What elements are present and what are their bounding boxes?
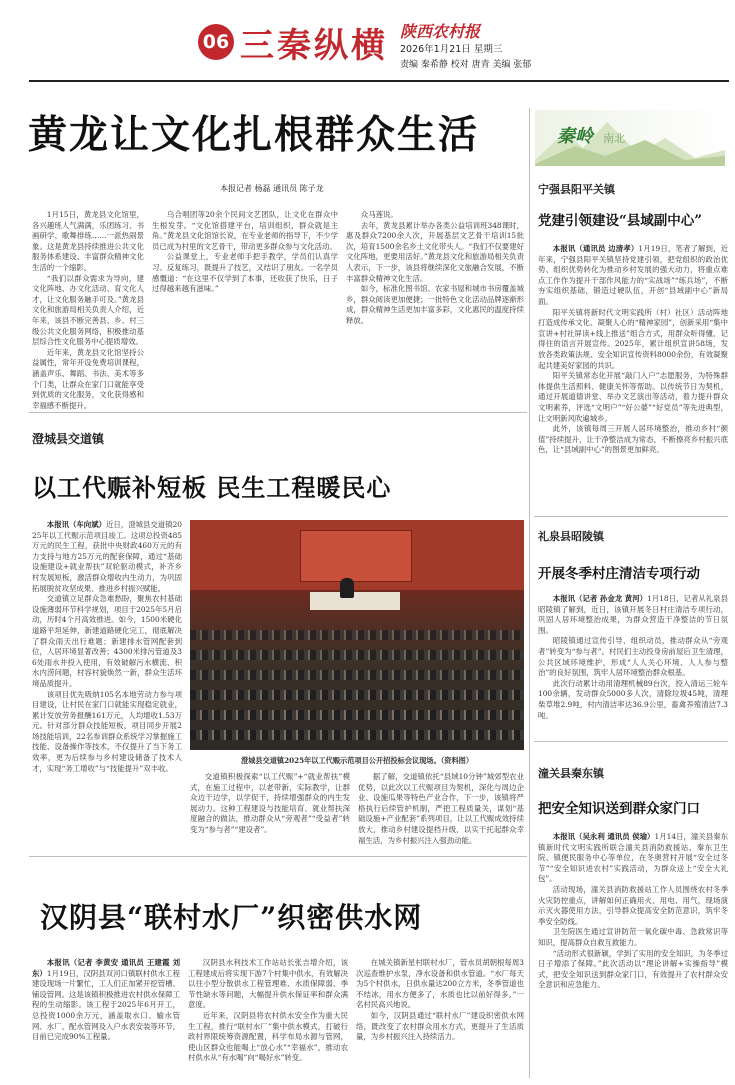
sidebar1-location: 宁强县阳平关镇 <box>538 183 615 196</box>
sidebar1-byline: 本报讯（通讯员 边清孝） <box>552 244 639 253</box>
sidebar2-location: 礼泉县昭陵镇 <box>538 530 604 543</box>
article3-col1 <box>32 958 180 1078</box>
page-number-badge <box>198 24 234 60</box>
article2-col3 <box>358 772 524 845</box>
paragraph: 本报讯（记者 李黄安 通讯员 王建霞 刘东）1月19日，汉阴县双河口镇联村供水工程建设现场一片繁忙，工人们正加紧开挖管槽、铺设管网。这是该镇积极推进农村供水保障工程的生动缩影。该工程于2025年6月开工，总投资1000余万元，涵盖取水口、输水管网、水厂、配水管网及入户水表安装等环节，目前已完成90%工程量。 <box>32 958 180 1042</box>
article1-rule <box>29 412 527 413</box>
sidebar2-byline: 本报讯（记者 孙金龙 黄河） <box>552 594 648 603</box>
paragraph: 乌合唱团等20余个民间文艺团队，让文化在群众中生根发芽。“文化馆搭建平台，培训组织，群众就是主角。”黄龙县文化馆馆长说，在专业老师的指导下，不少学员已成为村里的文艺骨干，带动更多群众参与文化活动。 <box>152 210 338 251</box>
paragraph: 众马莲说。 <box>360 210 398 219</box>
masthead <box>0 0 735 80</box>
article2-byline: 本报讯（车向斌） <box>46 520 106 529</box>
paragraph: 交道镇积极探索“以工代赈”+“就业帮扶”模式，在施工过程中，以老带新，实际教学，让群众边干边学，以学促干，持续增强群众的内生发展动力。这种工程建设与技能培育、就业帮扶深度融合的做法，推动群众从“旁观者”“受益者”转变为“参与者”“建设者”。 <box>190 772 350 834</box>
paragraph: 本报讯（记者 孙金龙 黄河）1月18日，记者从礼泉县昭陵镇了解到，近日，该镇开展冬日村庄清洁专项行动，巩固人居环境整治成果，为群众营造干净整洁的节日氛围。 <box>538 594 728 635</box>
date-line: 2026年1月21日 星期三 <box>400 44 503 55</box>
masthead-rule <box>29 80 729 82</box>
logo-main: 秦岭 <box>557 126 593 147</box>
photo-stage-table <box>310 592 400 610</box>
meeting-photo <box>190 520 524 750</box>
section-title: 三秦纵横 <box>240 26 388 66</box>
paragraph: 该项目优先吸纳105名本地劳动力参与项目建设，让村民在家门口就能实现稳定就业，累计发放劳务报酬161万元，人均增收1.53万元。针对部分群众技能短板，项目同步开展2场技能培训，22名参训群众系统学习掌握施工技能、设备操作等技术，不仅提升了当下务工效率，更为后续参与乡村建设储备了技术人才，实现“务工增收”与“技能提升”双丰收。 <box>32 689 182 773</box>
paragraph: 活动现场，潼关县消防救援站工作人员围绕农村冬季火灾防控重点，讲解如何正确用火、用电、用气，现场演示灭火器使用方法，引导群众提高安全防范意识，筑牢冬季安全防线。 <box>538 884 728 926</box>
sidebar3-byline: 本报讯（吴永利 通讯员 侯瑜） <box>552 832 655 841</box>
sidebar3-location: 潼关县秦东镇 <box>538 767 604 780</box>
article3-byline: 本报讯（记者 李黄安 通讯员 王建霞 刘东） <box>32 958 180 978</box>
article2-headline: 以工代赈补短板 民生工程暖民心 <box>32 473 392 502</box>
sidebar-rule-2 <box>534 741 728 742</box>
paragraph: 本报讯（车向斌）近日，澄城县交道镇2025年以工代赈示范项目竣工。这项总投资485万元的民生工程，获批中央财政460万元的有力支持与地方25万元的配套保障，通过“基础设施建设+就业帮扶”双轮驱动模式，补齐乡村发展短板，激活群众增收内生动力，为巩固拓展脱贫攻坚成果、推进乡村振兴赋能。 <box>32 520 182 593</box>
paragraph: 公益课堂上，专业老师手把手教学，学员们认真学习、反复练习，既提升了技艺，又结识了朋友。一名学员感慨道：“在这里不仅学到了本事，还收获了快乐，日子过得越来越有滋味。” <box>152 252 338 294</box>
sidebar1-headline: 党建引领建设“县域副中心” <box>538 213 703 229</box>
paragraph: 阳平关镇将新时代文明实践所（村）社区）活动阵地打造成传承文化、凝聚人心的“精神家园”，创新采用“集中宣讲+村社屏读+线上推送”组合方式，用群众听得懂、记得住的语言开展宣传。2025年，累计组织宣讲58场，发放各类政策法规、安全知识宣传资料8000余份，有效凝聚起共建美好家园的共识。 <box>538 307 728 370</box>
paragraph: “我们以群众需求为导向，建文化阵地、办文化活动、育文化人才，让文化服务触手可及。”黄龙县文化和旅游局相关负责人介绍，近年来，该县不断完善县、乡、村三级公共文化服务网络，积极推动基层综合性文化服务中心提质增效。 <box>32 273 144 347</box>
paragraph: 据了解，交道镇依托“县域10分钟”城郊型农业优势，以此次以工代赈项目为契机，深化与周边企业、设施瓜果等特色产业合作，下一步，该镇将严格执行后续管护机制，严把工程质量关，谋划“基础设施+产业配套”系列项目，让以工代赈成效持续放大，推动乡村建设提档升级，以实干托起群众幸福生活，为乡村振兴注入强劲动能。 <box>358 772 524 845</box>
paragraph: 阳平关镇常态化开展“敲门入户”志愿服务，为特殊群体提供生活照料、健康关怀等帮助。以传统节日为契机，通过开展道德讲堂、举办文艺演出等活动，着力提升群众文明素养，评选“文明户”“好公婆”“好党员”等先进典型，让文明新风吹遍城乡。 <box>538 371 728 423</box>
paragraph: 如今，标准化图书馆、农家书屋和城市书房覆盖城乡，群众阅读更加便捷；一批特色文化活动品牌逐渐形成，群众精神生活更加丰富多彩，文化惠民的温度持续释放。 <box>346 284 524 325</box>
paragraph: “活动形式很新颖，学到了实用的安全知识，为冬季过日子增添了保障。”此次活动以“理论讲解+实操指导”模式，把安全知识送到群众家门口，有效提升了农村群众安全意识和应急能力。 <box>538 948 728 990</box>
sidebar-logo <box>535 110 725 166</box>
sidebar3-headline: 把安全知识送到群众家门口 <box>538 801 700 817</box>
photo-caption: 澄城县交道镇2025年以工代赈示范项目公开招投标会议现场。（资料图） <box>240 756 474 765</box>
photo-speaker <box>340 578 354 598</box>
paragraph: 昭陵镇通过宣传引导、组织动员，推动群众从“旁观者”转变为“参与者”。村民们主动投身房前屋后卫生清理，公共区域环境维护，形成“人人关心环境、人人参与整治”的良好氛围，筑牢人居环境整治群众根基。 <box>538 636 728 678</box>
article3-col2 <box>188 958 348 1078</box>
paragraph: 在城关镇新星村联村水厂，管水员胡朝根每周3次巡查维护水泵，净水设备和供水管道。“水厂每天为5个村供水，日供水量达200立方米，冬季管道也不结冰，用水方便多了，水质也比以前好得多。”一名村民高兴地说。 <box>356 958 524 1010</box>
paragraph: 本报讯（吴永利 通讯员 侯瑜）1月14日，潼关县秦东镇新时代文明实践所联合潼关县消防救援站、秦东卫生院、镇便民服务中心等单位，在冬奥营村开展“安全过冬节”“安全知识进农村”实践活动，为群众送上“安全大礼包”。 <box>538 832 728 884</box>
article3-headline: 汉阴县“联村水厂”织密供水网 <box>40 901 423 934</box>
paragraph: 汉阴县水利技术工作站站长张吉增介绍，该工程建成后将实现下游7个村集中供水，有效解决以往小型分散供水工程管理难、水质保障弱、季节性缺水等问题，大幅提升供水保证率和群众满意度。 <box>188 958 348 1010</box>
article2-col1 <box>32 520 182 836</box>
logo-sub: 南北 <box>603 132 625 145</box>
sidebar2-text <box>538 594 728 734</box>
sidebar1-text <box>538 244 728 502</box>
sidebar-rule-1 <box>534 516 728 517</box>
photo-screen <box>300 530 412 582</box>
sidebar-divider <box>529 108 530 1078</box>
article1-headline: 黄龙让文化扎根群众生活 <box>28 112 480 158</box>
paragraph: 本报讯（通讯员 边清孝）1月19日，笔者了解到，近年来，宁强县阳平关镇坚持党建引领，把党组织的政治优势、组织优势转化为推动乡村发展的强大动力，将重点难点工作作为提升干部作风能力的“实战场”“练兵场”，不断夯实组织基础，锻造过硬队伍，开创“县域副中心”新局面。 <box>538 244 729 306</box>
article1-col1 <box>32 210 144 410</box>
article2-rule <box>29 856 527 857</box>
article2-kicker: 澄城县交道镇 <box>32 432 105 446</box>
paragraph: 此次行动累计动用清理机械89台次，投入清运三轮车100余辆，发动群众5000多人次，清除垃圾45吨，清理柴草堆2.9吨，村内清洁率达36.9公里，畜禽养殖清洁7.3吨。 <box>538 678 728 720</box>
paragraph: 近年来，汉阴县将农村供水安全作为重大民生工程，推行“联村水厂”集中供水模式，打破行政村界限统筹资源配置，科学布局水源与管网，使山区群众也能喝上“放心水”“幸福水”，推动农村供水从“有水喝”向“喝好水”转变。 <box>188 1010 348 1063</box>
paragraph: 卫生院医生通过宣讲防范一氧化碳中毒、急救常识等知识，提高群众自救互救能力。 <box>538 927 728 947</box>
paragraph: 如今，汉阴县通过“联村水厂”建设织密供水网络，既改变了农村群众用水方式，更提升了生活质量，为乡村振兴注入持续活力。 <box>356 1010 524 1042</box>
article1-byline: 本报记者 杨磊 通讯员 陈子龙 <box>220 184 324 193</box>
sidebar3-text <box>538 832 728 1078</box>
paragraph: 交道镇立足群众急难愁盼，聚焦农村基础设施薄弱环节科学规划，项目于2025年5月启动，历时4个月高效推进。如今，1500米硬化道路平坦延伸，新建道路硬化完工，彻底解决了群众雨天出行难题；新建排水管网配套到位，人居环境显著改善；4300米排污管道及36处雨水井投入使用，有效破解污水横流、积水内涝问题，村容村貌焕然一新，群众生活环境品质提升。 <box>32 594 182 688</box>
article1-col2 <box>152 210 338 406</box>
paper-name: 陕西农村报 <box>400 22 481 41</box>
paragraph: 此外，该镇每周三开展人居环境整治，推动乡村“颜值”持续提升，让干净整洁成为常态，不断擦亮乡村振兴底色，让“县域副中心”的图景更加鲜亮。 <box>538 424 728 455</box>
article3-col3 <box>356 958 524 1078</box>
paragraph: 近年来，黄龙县文化馆坚持公益属性，常年开设免费培训课程，涵盖声乐、舞蹈、书法、美术等多个门类，让群众在家门口就能享受到优质的文化服务，文化获得感和幸福感不断提升。 <box>32 347 144 410</box>
page-number: 06 <box>202 31 230 53</box>
sidebar2-headline: 开展冬季村庄清洁专项行动 <box>538 566 700 582</box>
staff-line: 责编 秦希静 校对 唐青 美编 张郁 <box>400 60 532 70</box>
paragraph: 1月15日，黄龙县文化馆里，各兴趣班人气满满，乐团练习、书画研学、歌舞排练……一派热闹景象。这是黄龙县持续推进公共文化服务体系建设、丰富群众精神文化生活的一个缩影。 <box>32 210 144 272</box>
article1-col3 <box>346 210 524 406</box>
article2-col2 <box>190 772 350 836</box>
paragraph: 去年，黄龙县累计举办各类公益培训班348课时，惠及群众7200余人次，开展基层文艺骨干培训15批次，培育1500余名乡土文化带头人。“我们不仅要建好文化阵地，更要用活好。”黄龙县文化和旅游局相关负责人表示，下一步，该县将继续深化文旅融合发展，不断丰富群众精神文化生活。 <box>346 220 524 283</box>
